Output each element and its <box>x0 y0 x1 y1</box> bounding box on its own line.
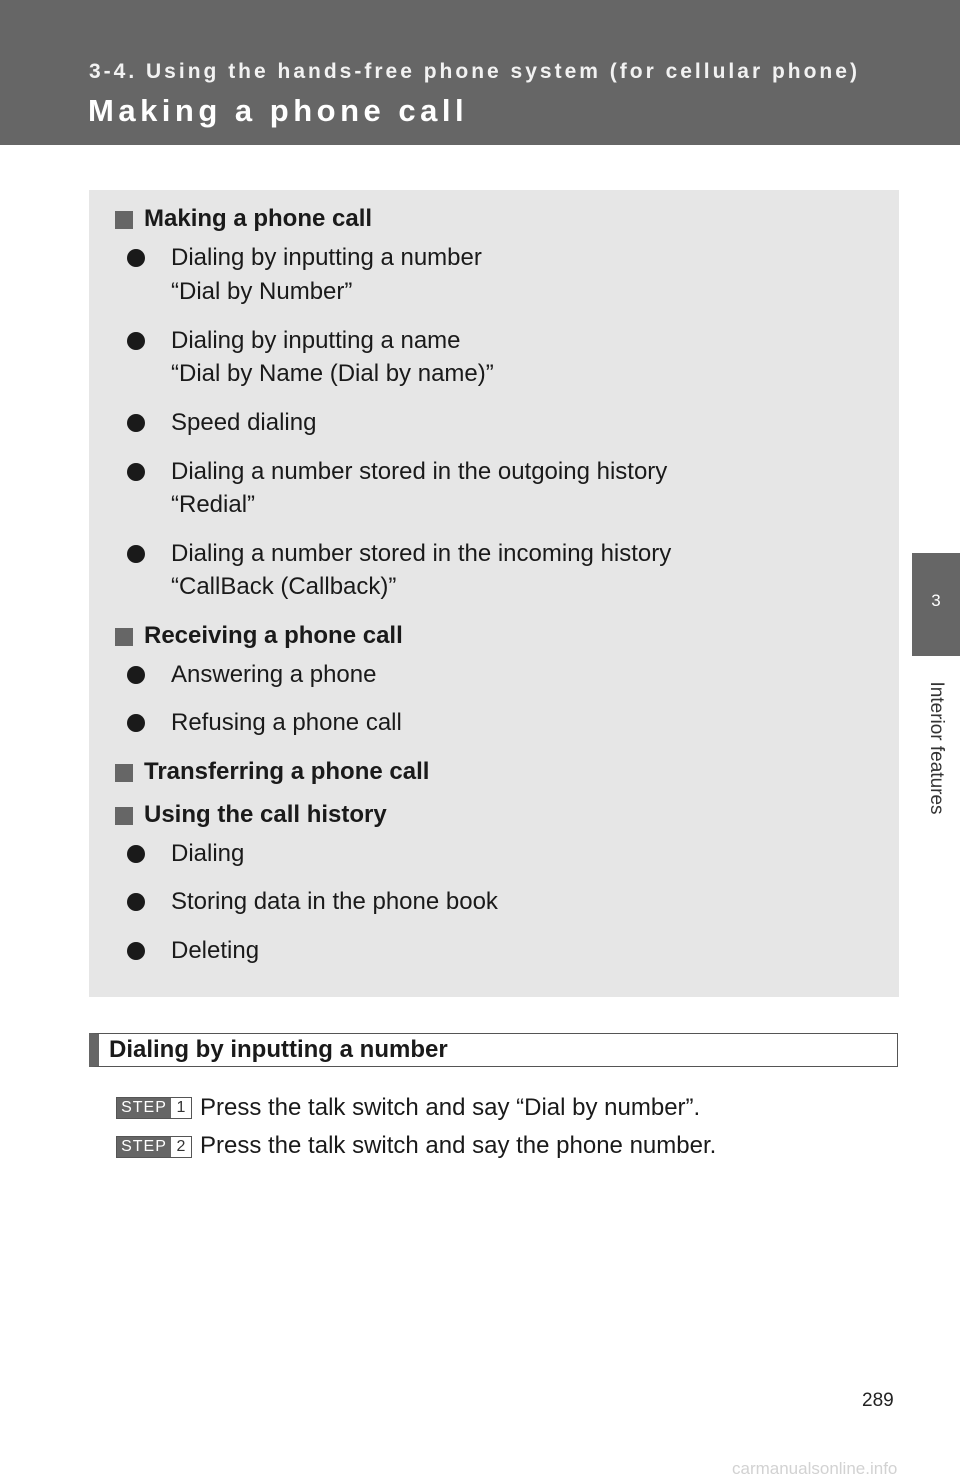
square-bullet-icon <box>115 211 133 229</box>
round-bullet-icon <box>127 845 145 863</box>
chapter-label: Interior features <box>926 681 947 815</box>
section-heading: Dialing by inputting a number <box>109 1036 448 1063</box>
summary-item: Dialing by inputting a name <box>171 327 461 354</box>
step-number: 1 <box>171 1098 191 1118</box>
summary-heading: Using the call history <box>144 801 387 828</box>
section-title: 3-4. Using the hands-free phone system (for cellular phone) <box>89 60 860 83</box>
round-bullet-icon <box>127 714 145 732</box>
square-bullet-icon <box>115 764 133 782</box>
round-bullet-icon <box>127 332 145 350</box>
round-bullet-icon <box>127 666 145 684</box>
step-number: 2 <box>171 1137 191 1157</box>
summary-item-subtext: “Dial by Name (Dial by name)” <box>171 360 494 387</box>
chapter-tab <box>912 553 960 656</box>
summary-item: Dialing by inputting a number <box>171 244 482 271</box>
summary-item: Answering a phone <box>171 661 377 688</box>
chapter-number: 3 <box>931 591 941 610</box>
watermark: carmanualsonline.info <box>732 1459 898 1478</box>
section-heading-bar <box>89 1033 898 1067</box>
summary-item: Dialing a number stored in the incoming history <box>171 540 672 567</box>
page-title: Making a phone call <box>88 93 469 128</box>
round-bullet-icon <box>127 414 145 432</box>
summary-item: Speed dialing <box>171 409 317 436</box>
step-label: STEP <box>117 1098 171 1118</box>
round-bullet-icon <box>127 249 145 267</box>
step-badge <box>116 1136 192 1158</box>
round-bullet-icon <box>127 942 145 960</box>
summary-item-subtext: “Redial” <box>171 491 256 518</box>
round-bullet-icon <box>127 545 145 563</box>
round-bullet-icon <box>127 463 145 481</box>
summary-item: Storing data in the phone book <box>171 888 498 915</box>
summary-item: Refusing a phone call <box>171 709 402 736</box>
summary-item: Dialing <box>171 840 245 867</box>
summary-heading: Receiving a phone call <box>144 622 403 649</box>
step-text: Press the talk switch and say “Dial by number”. <box>200 1094 701 1121</box>
square-bullet-icon <box>115 628 133 646</box>
summary-item-subtext: “CallBack (Callback)” <box>171 573 397 600</box>
page-number: 289 <box>862 1390 894 1411</box>
summary-heading: Making a phone call <box>144 205 373 232</box>
step-label: STEP <box>117 1137 171 1157</box>
square-bullet-icon <box>115 807 133 825</box>
round-bullet-icon <box>127 893 145 911</box>
step-text: Press the talk switch and say the phone number. <box>200 1132 717 1159</box>
summary-item-subtext: “Dial by Number” <box>171 278 353 305</box>
summary-heading: Transferring a phone call <box>144 758 430 785</box>
summary-item: Dialing a number stored in the outgoing history <box>171 458 668 485</box>
page-header <box>0 0 960 145</box>
summary-item: Deleting <box>171 937 260 964</box>
step-badge <box>116 1097 192 1119</box>
